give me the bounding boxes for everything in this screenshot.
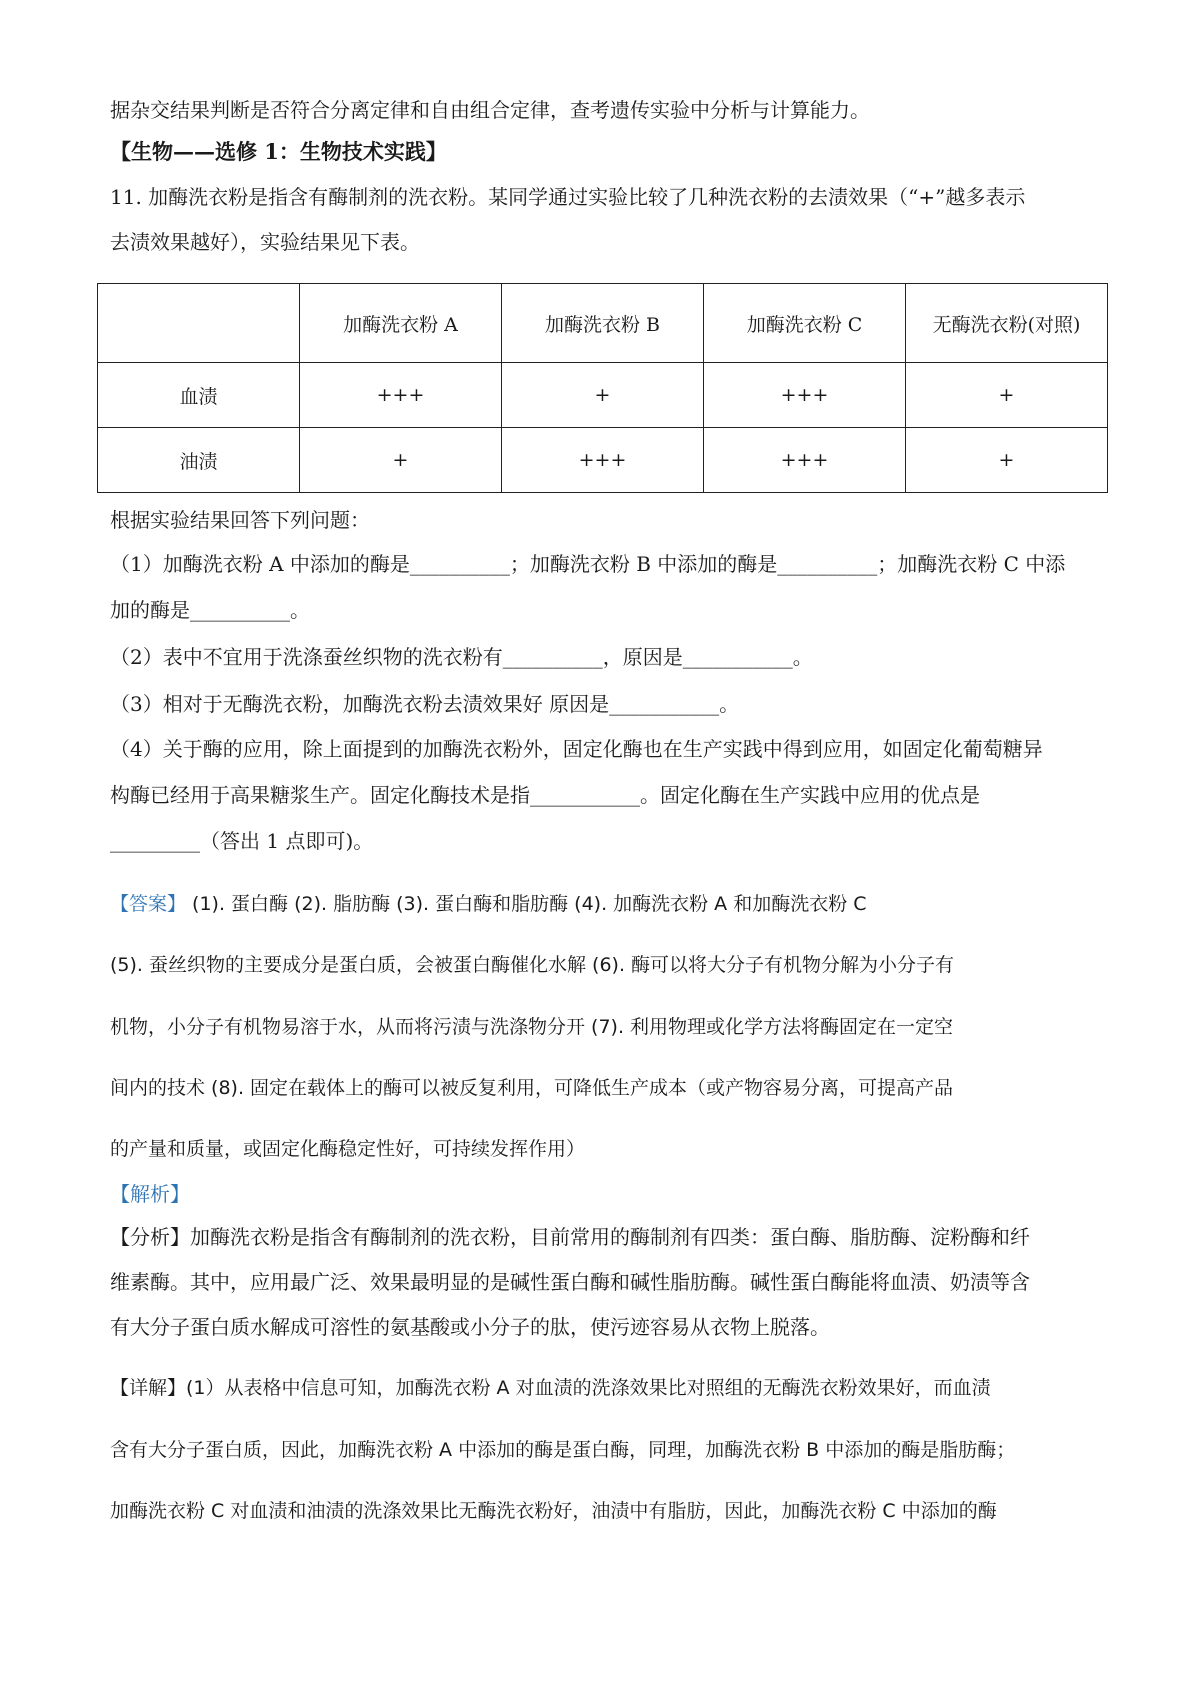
sub-question-2: （2）表中不宜用于洗涤蚕丝织物的洗衣粉有__________，原因是___________。 <box>110 645 813 669</box>
table-row <box>98 363 1108 428</box>
table-cell: + <box>502 363 704 428</box>
row-label: 油渍 <box>98 428 300 493</box>
table-cell: + <box>300 428 502 493</box>
answer-line-1 <box>110 890 867 918</box>
sub-question-3: （3）相对于无酶洗衣粉，加酶洗衣粉去渍效果好 原因是___________。 <box>110 692 740 716</box>
table-header-cell: 加酶洗衣粉 C <box>704 284 906 363</box>
answer-label: 【答案】 <box>110 893 187 915</box>
sub-question-4-line-2: 构酶已经用于高果糖浆生产。固定化酶技术是指___________。固定化酶在生产实践中应用的优点是 <box>110 783 980 807</box>
answer-line-5: 的产量和质量，或固定化酶稳定性好，可持续发挥作用） <box>110 1138 586 1160</box>
sub-questions-lead: 根据实验结果回答下列问题： <box>110 508 370 532</box>
detail-line-1: 【详解】(1）从表格中信息可知，加酶洗衣粉 A 对血渍的洗涤效果比对照组的无酶洗衣粉效果好，而血渍 <box>110 1377 991 1399</box>
table-cell: +++ <box>300 363 502 428</box>
table-cell: + <box>906 428 1108 493</box>
analysis-label: 【解析】 <box>110 1182 190 1206</box>
section-title: 【生物——选修 1：生物技术实践】 <box>110 139 447 164</box>
answer-line-3: 机物，小分子有机物易溶于水，从而将污渍与洗涤物分开 (7). 利用物理或化学方法将酶固定在一定空 <box>110 1016 954 1038</box>
row-label: 血渍 <box>98 363 300 428</box>
analysis-line-3: 有大分子蛋白质水解成可溶性的氨基酸或小分子的肽，使污迹容易从衣物上脱落。 <box>110 1315 830 1339</box>
table-header-cell: 无酶洗衣粉(对照) <box>906 284 1108 363</box>
sub-question-1-line-2: 加的酶是__________。 <box>110 598 310 622</box>
analysis-line-1: 【分析】加酶洗衣粉是指含有酶制剂的洗衣粉，目前常用的酶制剂有四类：蛋白酶、脂肪酶、淀粉酶和纤 <box>110 1225 1030 1249</box>
table-cell <box>98 284 300 363</box>
sub-question-1-line-1: （1）加酶洗衣粉 A 中添加的酶是__________；加酶洗衣粉 B 中添加的酶是__________；加酶洗衣粉 C 中添 <box>110 552 1066 576</box>
results-table <box>97 283 1108 493</box>
answer-text: (1). 蛋白酶 (2). 脂肪酶 (3). 蛋白酶和脂肪酶 (4). 加酶洗衣粉 A 和加酶洗衣粉 C <box>186 893 867 915</box>
table-header-cell: 加酶洗衣粉 B <box>502 284 704 363</box>
question-line-1: 11. 加酶洗衣粉是指含有酶制剂的洗衣粉。某同学通过实验比较了几种洗衣粉的去渍效果（“+”越多表示 <box>110 185 1026 209</box>
table-cell: + <box>906 363 1108 428</box>
table-cell: +++ <box>502 428 704 493</box>
table-row <box>98 428 1108 493</box>
table-header-cell: 加酶洗衣粉 A <box>300 284 502 363</box>
sub-question-4-line-1: （4）关于酶的应用，除上面提到的加酶洗衣粉外，固定化酶也在生产实践中得到应用，如固定化葡萄糖异 <box>110 737 1043 761</box>
table-cell: +++ <box>704 363 906 428</box>
detail-line-2: 含有大分子蛋白质，因此，加酶洗衣粉 A 中添加的酶是蛋白酶，同理，加酶洗衣粉 B 中添加的酶是脂肪酶； <box>110 1439 1016 1461</box>
question-line-2: 去渍效果越好），实验结果见下表。 <box>110 230 420 254</box>
analysis-line-2: 维素酶。其中，应用最广泛、效果最明显的是碱性蛋白酶和碱性脂肪酶。碱性蛋白酶能将血渍、奶渍等含 <box>110 1270 1030 1294</box>
sub-question-4-line-3: _________（答出 1 点即可)。 <box>110 829 374 853</box>
answer-line-2: (5). 蚕丝织物的主要成分是蛋白质，会被蛋白酶催化水解 (6). 酶可以将大分子有机物分解为小分子有 <box>110 954 955 976</box>
table-header-row <box>98 284 1108 363</box>
intro-line: 据杂交结果判断是否符合分离定律和自由组合定律，查考遗传实验中分析与计算能力。 <box>110 98 870 122</box>
detail-line-3: 加酶洗衣粉 C 对血渍和油渍的洗涤效果比无酶洗衣粉好，油渍中有脂肪，因此，加酶洗衣粉 C 中添加的酶 <box>110 1500 997 1522</box>
table-cell: +++ <box>704 428 906 493</box>
answer-line-4: 间内的技术 (8). 固定在载体上的酶可以被反复利用，可降低生产成本（或产物容易分离，可提高产品 <box>110 1077 954 1099</box>
